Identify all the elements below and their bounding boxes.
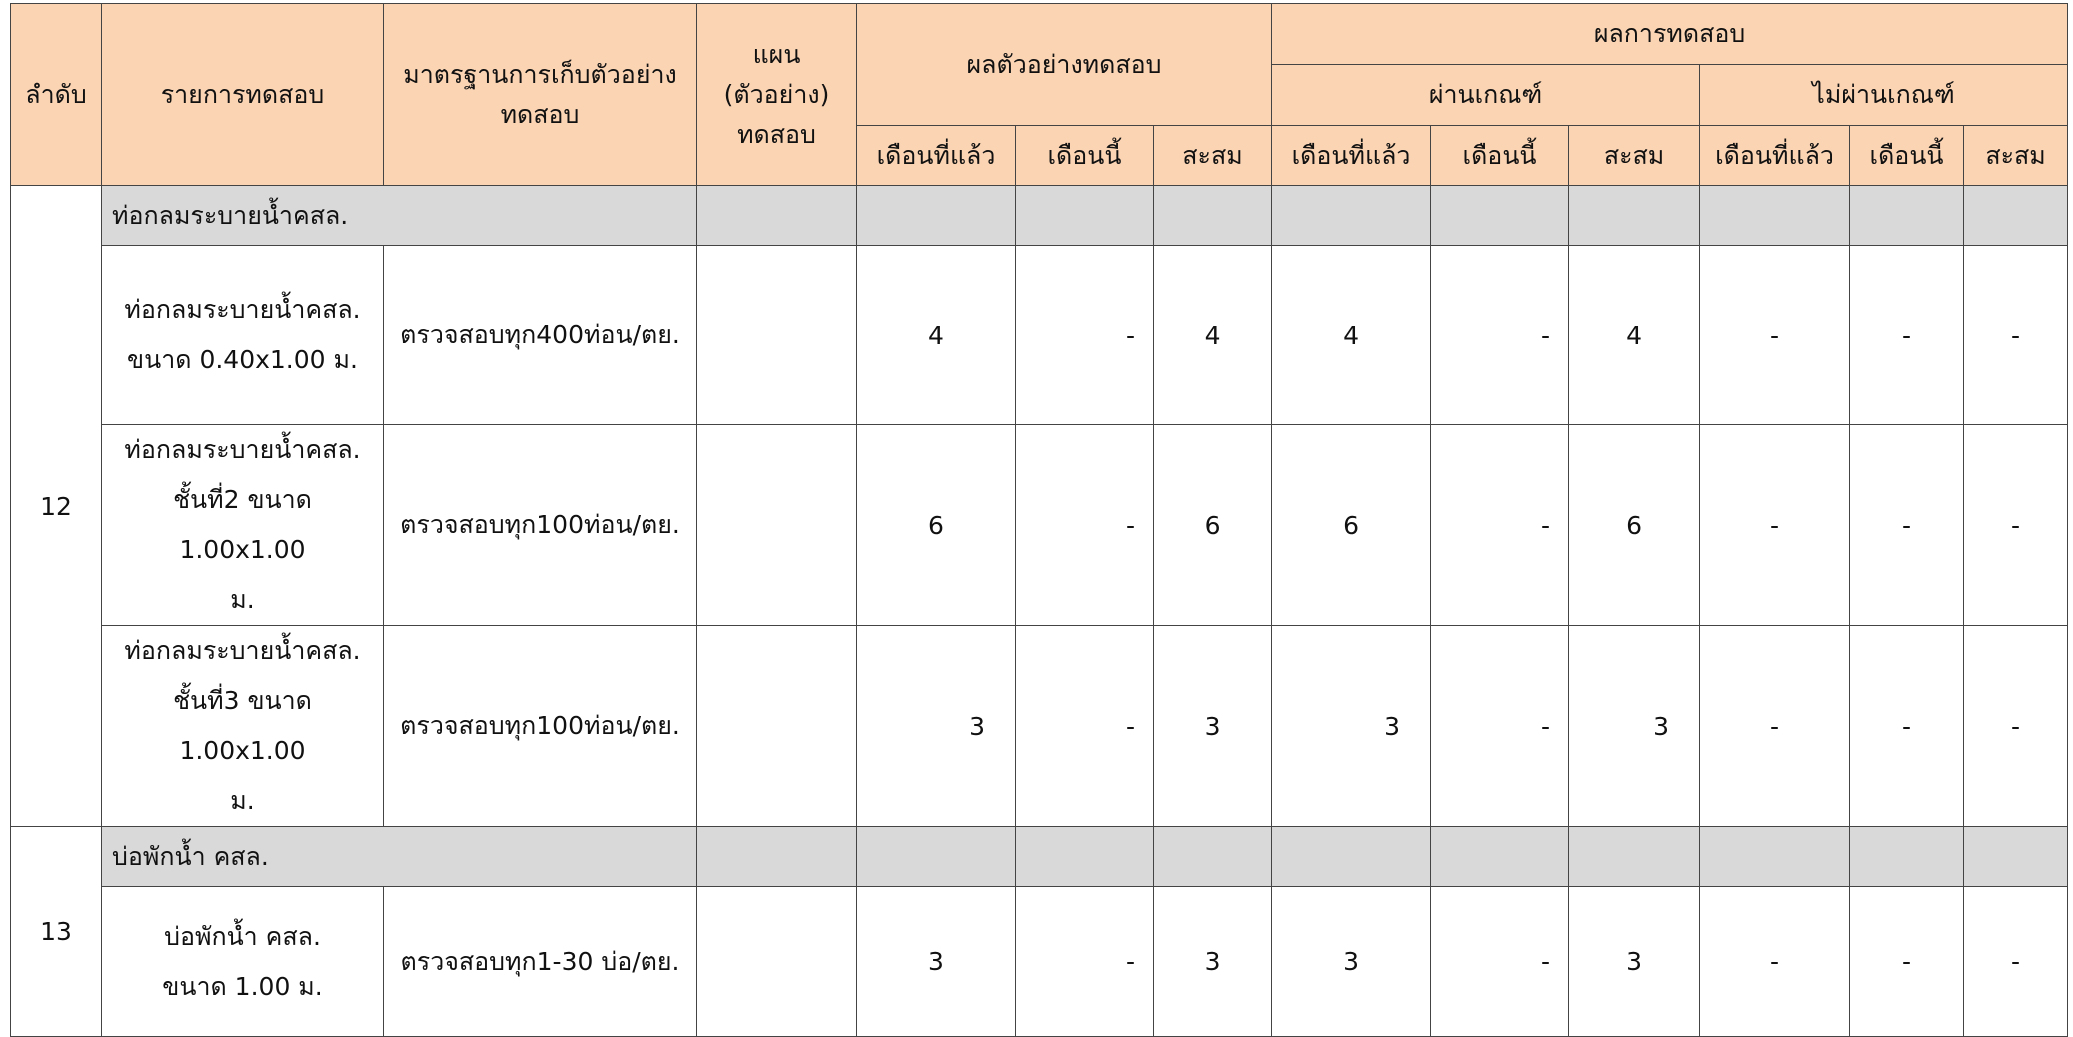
fail-cumulative-header: สะสม — [1964, 126, 2068, 186]
table-row — [11, 887, 2068, 1037]
sample-last-month-cell: 4 — [857, 246, 1016, 425]
pass-cumulative-header: สะสม — [1569, 126, 1700, 186]
fail-this-month-cell: - — [1850, 246, 1964, 425]
item-cell — [102, 246, 384, 425]
col-header-fail: ไม่ผ่านเกณฑ์ — [1700, 65, 2068, 126]
sample-cumulative-cell: 6 — [1154, 425, 1272, 626]
pass-cumulative-cell: 4 — [1569, 246, 1700, 425]
fail-last-month-cell: - — [1700, 887, 1850, 1037]
item-line: บ่อพักน้ำ คสล. — [164, 921, 321, 951]
pass-cumulative-cell: 3 — [1569, 626, 1700, 827]
item-line: ม. — [230, 585, 255, 614]
fail-last-month-header: เดือนที่แล้ว — [1700, 126, 1850, 186]
group-header-row — [11, 827, 2068, 887]
item-line: ชั้นที่2 ขนาด 1.00x1.00 — [173, 485, 312, 564]
sample-last-month-cell: 3 — [857, 887, 1016, 1037]
pass-this-month-cell: - — [1431, 246, 1569, 425]
sample-this-month-cell: - — [1016, 626, 1154, 827]
item-cell — [102, 425, 384, 626]
fail-this-month-header: เดือนนี้ — [1850, 126, 1964, 186]
sample-last-month-cell: 6 — [857, 425, 1016, 626]
pass-this-month-header: เดือนนี้ — [1431, 126, 1569, 186]
item-line: ชั้นที่3 ขนาด 1.00x1.00 — [173, 686, 312, 765]
fail-last-month-cell: - — [1700, 425, 1850, 626]
pass-last-month-cell: 6 — [1272, 425, 1431, 626]
fail-cumulative-cell: - — [1964, 425, 2068, 626]
standard-cell: ตรวจสอบทุก1-30 บ่อ/ตย. — [384, 887, 697, 1037]
standard-header-line1: มาตรฐานการเก็บตัวอย่าง — [403, 59, 677, 89]
fail-this-month-cell: - — [1850, 887, 1964, 1037]
col-header-pass: ผ่านเกณฑ์ — [1272, 65, 1700, 126]
table-row — [11, 246, 2068, 425]
pass-last-month-header: เดือนที่แล้ว — [1272, 126, 1431, 186]
plan-cell — [697, 626, 857, 827]
sample-cumulative-cell: 3 — [1154, 887, 1272, 1037]
col-header-order: ลำดับ — [11, 4, 102, 186]
item-line: ท่อกลมระบายน้ำคสล. — [124, 295, 361, 324]
table-row — [11, 626, 2068, 827]
col-header-test-results: ผลการทดสอบ — [1272, 4, 2068, 65]
sample-last-month-header: เดือนที่แล้ว — [857, 126, 1016, 186]
pass-cumulative-cell: 6 — [1569, 425, 1700, 626]
sample-last-month-cell: 3 — [857, 626, 1016, 827]
pass-this-month-cell: - — [1431, 425, 1569, 626]
group-title: บ่อพักน้ำ คสล. — [102, 827, 697, 887]
sample-this-month-cell: - — [1016, 887, 1154, 1037]
sample-this-month-cell: - — [1016, 246, 1154, 425]
standard-header-line2: ทดสอบ — [500, 99, 580, 129]
fail-cumulative-cell: - — [1964, 887, 2068, 1037]
pass-last-month-cell: 3 — [1272, 887, 1431, 1037]
item-line: ม. — [230, 786, 255, 815]
col-header-item: รายการทดสอบ — [102, 4, 384, 186]
group-title: ท่อกลมระบายน้ำคสล. — [102, 186, 697, 246]
item-cell — [102, 887, 384, 1037]
fail-last-month-cell: - — [1700, 626, 1850, 827]
plan-header-line2: (ตัวอย่าง) — [723, 79, 830, 109]
plan-header-line3: ทดสอบ — [737, 119, 816, 149]
pass-last-month-cell: 4 — [1272, 246, 1431, 425]
item-line: ท่อกลมระบายน้ำคสล. — [124, 636, 361, 665]
standard-cell: ตรวจสอบทุก100ท่อน/ตย. — [384, 626, 697, 827]
standard-cell: ตรวจสอบทุก400ท่อน/ตย. — [384, 246, 697, 425]
test-results-table — [10, 3, 2068, 1037]
order-cell: 13 — [11, 827, 102, 1037]
sample-cumulative-header: สะสม — [1154, 126, 1272, 186]
plan-header-line1: แผน — [752, 39, 801, 69]
order-cell: 12 — [11, 186, 102, 827]
plan-cell — [697, 425, 857, 626]
sample-this-month-cell: - — [1016, 425, 1154, 626]
plan-cell — [697, 887, 857, 1037]
item-line: ขนาด 0.40x1.00 ม. — [127, 345, 358, 374]
pass-this-month-cell: - — [1431, 626, 1569, 827]
sample-cumulative-cell: 3 — [1154, 626, 1272, 827]
plan-cell — [697, 246, 857, 425]
sample-this-month-header: เดือนนี้ — [1016, 126, 1154, 186]
col-header-sample-results: ผลตัวอย่างทดสอบ — [857, 4, 1272, 126]
header-row-1 — [11, 4, 2068, 65]
pass-cumulative-cell: 3 — [1569, 887, 1700, 1037]
pass-last-month-cell: 3 — [1272, 626, 1431, 827]
item-cell — [102, 626, 384, 827]
fail-this-month-cell: - — [1850, 425, 1964, 626]
fail-last-month-cell: - — [1700, 246, 1850, 425]
item-line: ท่อกลมระบายน้ำคสล. — [124, 435, 361, 464]
col-header-plan — [697, 4, 857, 186]
pass-this-month-cell: - — [1431, 887, 1569, 1037]
standard-cell: ตรวจสอบทุก100ท่อน/ตย. — [384, 425, 697, 626]
col-header-standard — [384, 4, 697, 186]
group-header-row — [11, 186, 2068, 246]
sample-cumulative-cell: 4 — [1154, 246, 1272, 425]
table-row — [11, 425, 2068, 626]
item-line: ขนาด 1.00 ม. — [162, 971, 323, 1001]
fail-this-month-cell: - — [1850, 626, 1964, 827]
fail-cumulative-cell: - — [1964, 246, 2068, 425]
fail-cumulative-cell: - — [1964, 626, 2068, 827]
